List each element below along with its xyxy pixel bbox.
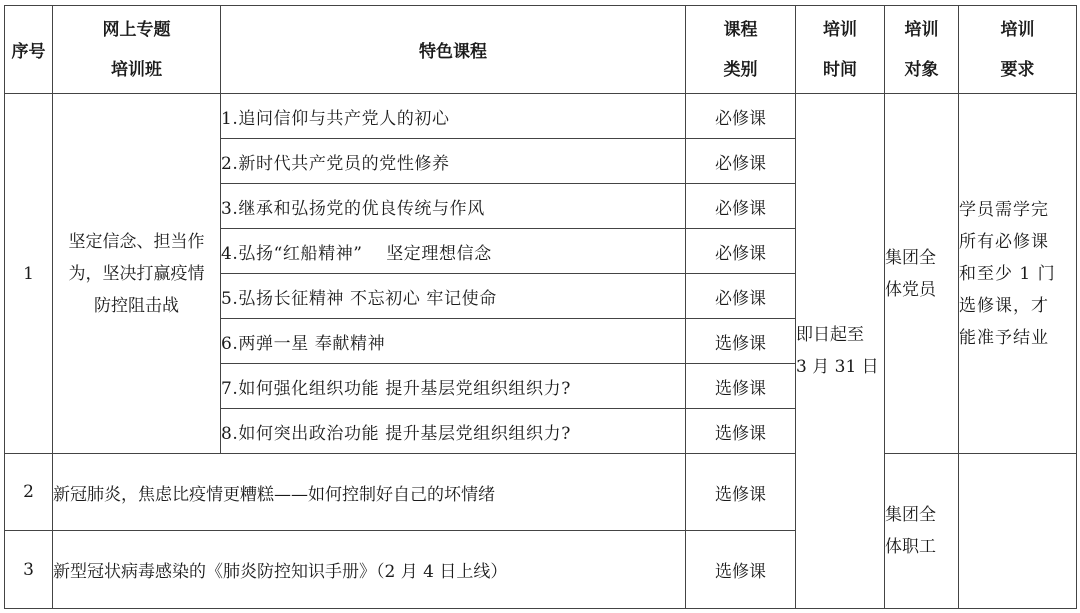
class2-3-requirement [959,454,1077,609]
course-category: 必修课 [686,274,796,319]
class1-seq: 1 [5,94,53,454]
class2-category: 选修课 [686,454,796,531]
course-category: 必修课 [686,139,796,184]
course-name: 4.弘扬“红船精神” 坚定理想信念 [221,229,686,274]
table-row [5,94,1077,139]
training-schedule-table [4,5,1077,609]
class3-course: 新型冠状病毒感染的《肺炎防控知识手册》（2 月 4 日上线） [53,531,686,609]
class2-3-target: 集团全 体职工 [885,454,959,609]
class2-course: 新冠肺炎，焦虑比疫情更糟糕——如何控制好自己的坏情绪 [53,454,686,531]
class3-seq: 3 [5,531,53,609]
class3-category: 选修课 [686,531,796,609]
header-seq: 序号 [5,6,53,94]
course-category: 选修课 [686,409,796,454]
header-target: 培训 对象 [885,6,959,94]
class1-target: 集团全 体党员 [885,94,959,454]
course-name: 6.两弹一星 奉献精神 [221,319,686,364]
header-requirement: 培训 要求 [959,6,1077,94]
course-category: 必修课 [686,184,796,229]
header-topic: 网上专题 培训班 [53,6,221,94]
training-time: 即日起至 3 月 31 日 [796,94,885,609]
header-time: 培训 时间 [796,6,885,94]
header-course: 特色课程 [221,6,686,94]
class1-requirement: 学员需学完 所有必修课 和至少 1 门 选修课，才 能准予结业 [959,94,1077,454]
table-header-row [5,6,1077,94]
course-name: 5.弘扬长征精神 不忘初心 牢记使命 [221,274,686,319]
course-name: 8.如何突出政治功能 提升基层党组织组织力? [221,409,686,454]
course-name: 1.追问信仰与共产党人的初心 [221,94,686,139]
course-category: 必修课 [686,94,796,139]
class2-seq: 2 [5,454,53,531]
course-category: 选修课 [686,319,796,364]
course-category: 选修课 [686,364,796,409]
class1-topic: 坚定信念、担当作 为，坚决打赢疫情 防控阻击战 [53,94,221,454]
table-row [5,454,1077,531]
header-category: 课程 类别 [686,6,796,94]
course-name: 2.新时代共产党员的党性修养 [221,139,686,184]
course-category: 必修课 [686,229,796,274]
course-name: 3.继承和弘扬党的优良传统与作风 [221,184,686,229]
course-name: 7.如何强化组织功能 提升基层党组织组织力? [221,364,686,409]
